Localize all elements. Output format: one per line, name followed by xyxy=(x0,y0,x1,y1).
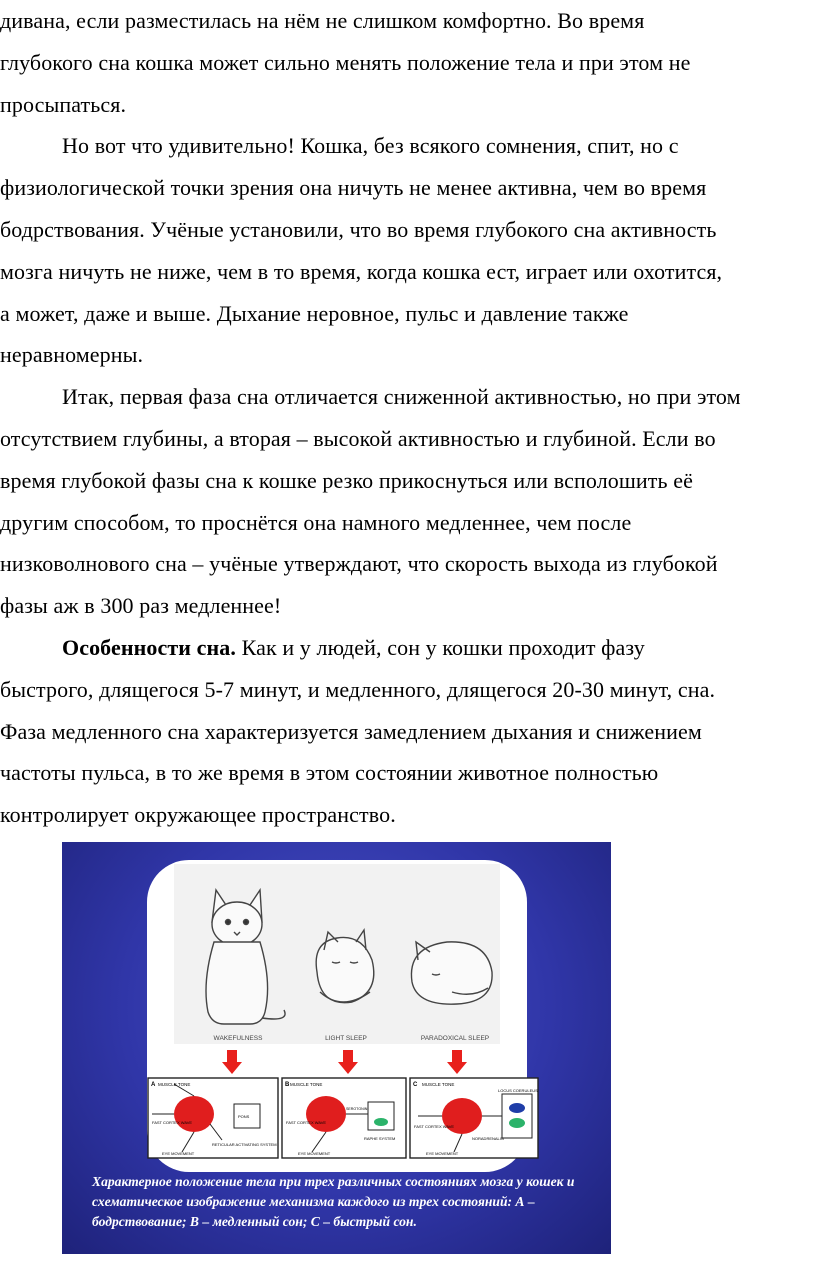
label-fast-cortex-wave: FAST CORTEX WAVE xyxy=(414,1124,455,1129)
text-line: бодрствования. Учёные установили, что во время глубокого сна активность xyxy=(0,216,717,242)
text-line: время глубокой фазы сна к кошке резко прикоснуться или всполошить её xyxy=(0,467,693,493)
text-line: а может, даже и выше. Дыхание неровное, пульс и давление также xyxy=(0,300,629,326)
text-line: быстрого, длящегося 5-7 минут, и медленного, длящегося 20-30 минут, сна. xyxy=(0,676,716,702)
text-line: частоты пульса, в то же время в этом состоянии животное полностью xyxy=(0,760,659,786)
text-line: низковолнового сна – учёные утверждают, что скорость выхода из глубокой xyxy=(0,551,718,577)
label-noradrenalin: NORADRENALIN xyxy=(472,1136,504,1141)
section-heading: Особенности сна. xyxy=(62,634,236,660)
sleep-states-figure xyxy=(62,842,611,1254)
caption-line: схематическое изображение механизма каждого из трех состояний: А – xyxy=(92,1194,535,1209)
state-label: PARADOXICAL SLEEP xyxy=(420,1035,490,1042)
arrow-icon xyxy=(222,1050,242,1074)
text-line xyxy=(0,627,816,669)
text-line: неравномерны. xyxy=(0,342,144,368)
cat-paradoxical-sleep-illustration xyxy=(411,942,492,1004)
label-muscle-tone: MUSCLE TONE xyxy=(422,1082,455,1087)
panel-letter: A xyxy=(151,1082,156,1088)
text-line: контролирует окружающее пространство. xyxy=(0,802,396,828)
panel-letter: B xyxy=(285,1082,290,1088)
text-line: отсутствием глубины, а вторая – высокой активностью и глубиной. Если во xyxy=(0,425,716,451)
arrow-icon xyxy=(338,1050,358,1074)
text-line: просыпаться. xyxy=(0,91,127,117)
label-fast-cortex-wave: FAST CORTEX WAVE xyxy=(152,1120,193,1125)
panel-letter: C xyxy=(413,1082,418,1088)
label-muscle-tone: MUSCLE TONE xyxy=(290,1082,323,1087)
state-label: LIGHT SLEEP xyxy=(325,1035,367,1042)
label-eye-movement: EYE MOVEMENT xyxy=(162,1151,195,1156)
text-line: Итак, первая фаза сна отличается сниженной активностью, но при этом xyxy=(62,384,741,410)
schematic-panel-b xyxy=(282,1078,406,1158)
text-line: другим способом, то проснётся она намного медленнее, чем после xyxy=(0,509,632,535)
arrow-icon xyxy=(447,1050,467,1074)
label-pons: PONS xyxy=(238,1114,250,1119)
text-line: Но вот что удивительно! Кошка, без всякого сомнения, спит, но с xyxy=(62,133,679,159)
figure-caption xyxy=(92,1172,592,1232)
label-fast-cortex-wave: FAST CORTEX WAVE xyxy=(286,1120,327,1125)
text-line: Фаза медленного сна характеризуется замедлением дыхания и снижением xyxy=(0,718,702,744)
text-line: физиологической точки зрения она ничуть не менее активна, чем во время xyxy=(0,175,707,201)
text-run: Как и у людей, сон у кошки проходит фазу xyxy=(236,634,645,660)
label-eye-movement: EYE MOVEMENT xyxy=(298,1151,331,1156)
text-line: дивана, если разместилась на нём не слишком комфортно. Во время xyxy=(0,8,645,33)
text-line: глубокого сна кошка может сильно менять положение тела и при этом не xyxy=(0,49,691,75)
figure-illustration xyxy=(62,842,611,1172)
label-eye-movement: EYE MOVEMENT xyxy=(426,1151,459,1156)
state-label: WAKEFULNESS xyxy=(213,1035,263,1042)
text-line: мозга ничуть не ниже, чем в то время, когда кошка ест, играет или охотится, xyxy=(0,258,723,284)
caption-line: бодрствование; В – медленный сон; С – быстрый сон. xyxy=(92,1214,417,1229)
text-line: фазы аж в 300 раз медленнее! xyxy=(0,593,282,619)
caption-line: Характерное положение тела при трех различных состояниях мозга у кошек и xyxy=(92,1174,575,1189)
label-raphe: RAPHE SYSTEM xyxy=(364,1136,396,1141)
label-reticular: RETICULAR ACTIVATING SYSTEM xyxy=(212,1142,277,1147)
label-serotonin: SEROTONIN xyxy=(346,1107,368,1111)
label-muscle-tone: MUSCLE TONE xyxy=(158,1082,191,1087)
label-locus: LOCUS COERULEUS xyxy=(498,1088,538,1093)
